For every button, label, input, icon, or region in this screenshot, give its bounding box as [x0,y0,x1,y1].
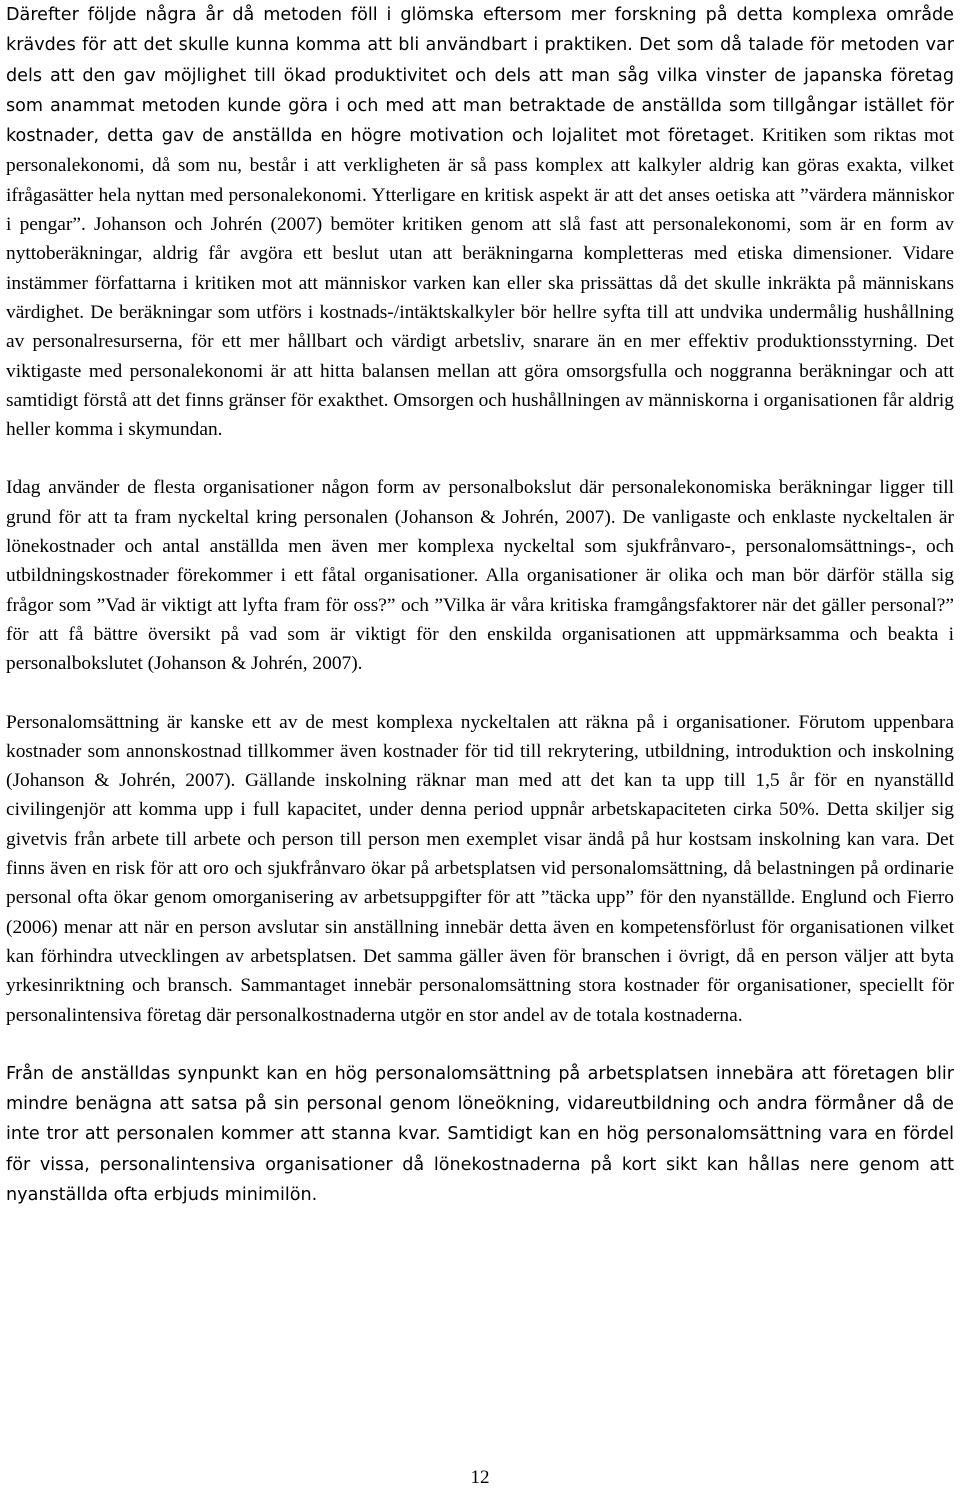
document-page [6,0,954,1210]
paragraph [6,0,954,444]
text-run: Idag använder de flesta organisationer någon form av personalbokslut där personalekonomiska beräkningar ligger till grund för att ta fram nyckeltal kring personalen (Johanson & Johrén, 2007). De vanligaste och enklaste nyckeltalen är lönekostnader och antal anställda men även mer komplexa nyckeltal som sjukfrånvaro-, personalomsättnings-, och utbildningskostnader förekommer i ett fåtal organisationer. Alla organisationer är olika och man bör därför ställa sig frågor som ”Vad är viktigt att lyfta fram för oss?” och ”Vilka är våra kritiska framgångsfaktorer när det gäller personal?” för att få bättre översikt på vad som är viktigt för den enskilda organisationen att uppmärksamma och beakta i personalbokslutet (Johanson & Johrén, 2007). [6,477,954,675]
text-run: Personalomsättning är kanske ett av de mest komplexa nyckeltalen att räkna på i organisationer. Förutom uppenbara kostnader som annonskostnad tillkommer även kostnader för tid till rekrytering, utbildning, introduktion och inskolning (Johanson & Johrén, 2007). Gällande inskolning räknar man med att det kan ta upp till 1,5 år för en nyanställd civilingenjör att komma upp i full kapacitet, under denna period uppnår arbetskapaciteten cirka 50%. Detta skiljer sig givetvis från arbete till arbete och person till person men exemplet visar ändå på hur kostsam inskolning kan vara. Det finns även en risk för att oro och sjukfrånvaro ökar på arbetsplatsen vid personalomsättning, då belastningen på ordinarie personal ofta ökar genom omorganisering av arbetsuppgifter för att ”täcka upp” för den nyanställde. Englund och Fierro (2006) menar att när en person avslutar sin anställning innebär detta även en kompetensförlust för organisationen vilket kan förhindra utvecklingen av arbetsplatsen. Det samma gäller även för branschen i övrigt, då en person väljer att byta yrkesinriktning och bransch. Sammantaget innebär personalomsättning stora kostnader för organisationer, speciellt för personalintensiva företag där personalkostnaderna utgör en stor andel av de totala kostnaderna. [6,711,954,1026]
page-number: 12 [470,1467,490,1488]
paragraph [6,708,954,1030]
text-run: Därefter följde några år då metoden föll i glömska eftersom mer forskning på detta komplexa område krävdes för att det skulle kunna komma att bli användbart i praktiken. Det som då talade för metoden var dels att den gav möjlighet till ökad produktivitet och dels att man såg vilka vinster de japanska företag som anammat metoden kunde göra i och med att man betraktade de anställda som tillgångar istället för kostnader, detta gav de anställda en högre motivation och lojalitet mot företaget. [6,5,954,147]
paragraph [6,1059,954,1210]
text-run: Från de anställdas synpunkt kan en hög personalomsättning på arbetsplatsen innebära att företagen blir mindre benägna att satsa på sin personal genom löneökning, vidareutbildning och andra förmåner då de inte tror att personalen kommer att stanna kvar. Samtidigt kan en hög personalomsättning vara en fördel för vissa, personalintensiva organisationer då lönekostnaderna på kort sikt kan hållas nere genom att nyanställda ofta erbjuds minimilön. [6,1063,954,1205]
text-run: Kritiken som riktas mot personalekonomi, då som nu, består i att verkligheten är så pass komplex att kalkyler aldrig kan göras exakta, vilket ifrågasätter hela nyttan med personalekonomi. Ytterligare en kritisk aspekt är att det anses oetiska att ”värdera människor i pengar”. Johanson och Johrén (2007) bemöter kritiken genom att slå fast att personalekonomi, som är en form av nyttoberäkningar, aldrig får avgöra ett beslut utan att beräkningarna kompletteras med etiska dimensioner. Vidare instämmer författarna i kritiken mot att människor varken kan eller ska prissättas då det skulle inkräkta på människans värdighet. De beräkningar som utförs i kostnads-/intäktskalkyler bör hellre syfta till att undvika undermålig hushållning av personalresurserna, för ett mer hållbart och värdigt arbetsliv, snarare än en mer effektiv produktionsstyrning. Det viktigaste med personalekonomi är att hitta balansen mellan att göra omsorgsfulla och noggranna beräkningar och att samtidigt förstå att det finns gränser för exakthet. Omsorgen och hushållningen av människorna i organisationen får aldrig heller komma i skymundan. [6,125,954,441]
paragraph [6,473,954,678]
